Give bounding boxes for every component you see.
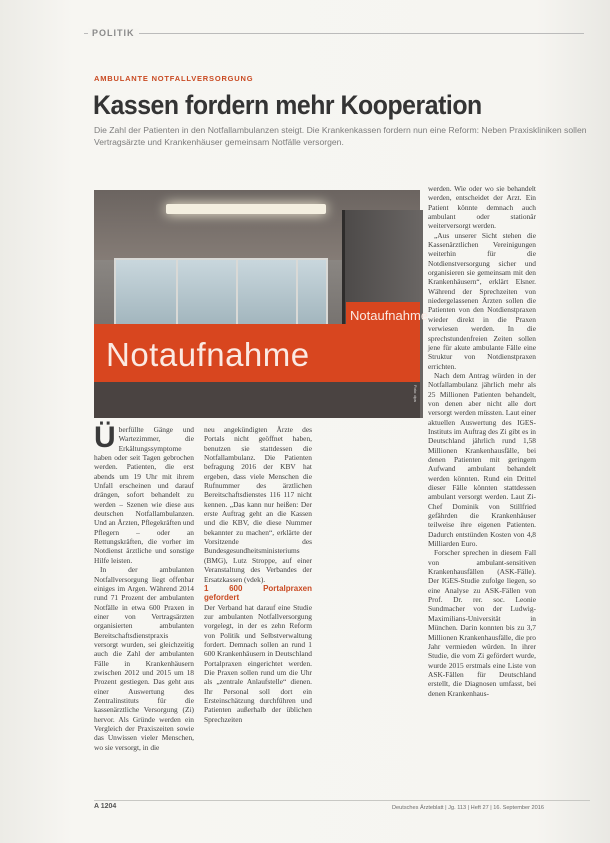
footer-rule <box>94 800 590 801</box>
body-paragraph: Der Verband hat darauf eine Studie zur ambulanten Notfallversorgung vorgelegt, in der es zehn Reform von Politik und Selbstverwaltung fordert. Demnach sollen an rund 1 600 Krankenhäusern in Deutschland Portalpraxen eingerichtet werden. Die Praxen sollen rund um die Uhr als „zentrale Anlaufstelle“ dienen. Ihr Personal soll dort ein Ersteinschätzung durchführen und Patienten außerhalb der üblichen Sprechzeiten <box>204 602 312 724</box>
body-paragraph: Forscher sprechen in diesem Fall von ambulant-sensitiven Krankenhausfällen (ASK-Fälle). Der IGES-Studie zufolge liegen, so eine Analyse zu ASK-Fällen von Prof. Dr. rer. soc. Leonie Sundmacher von der Ludwig-Maximilians-Universität in München. Darin konnten bis zu 3,7 Millionen Krankenhausfälle, die pro Jahr vermieden würden. In ihrer Studie, die vom Zi gefördert wurde, wurde 2015 erstmals eine Liste von ASK-Fällen für Deutschland erstellt, die Diagnosen umfasst, bei denen Krankenhaus- <box>428 548 536 698</box>
photo-credit: Foto: dpa <box>413 385 418 402</box>
body-column-2 <box>204 425 312 724</box>
body-paragraph: Überfüllte Gänge und Wartezimmer, die Erkältungssymptome haben oder seit Tagen gebrochen werden. Patienten, die erst abends um 19 Uhr mit ihrem Unfall erscheinen und darauf drängen, sofort behandelt zu werden – Szenen wie diese aus deutschen Notfallambulanzen. Und an Ärzten, Pflegekräften und Pflegern – oder an Rettungskräften, die vorher im Notdienst ärztliche und sonstige Hilfe leisten. <box>94 421 194 565</box>
body-paragraph: In der ambulanten Notfallversorgung liegt offenbar einiges im Argen. Während 2014 rund 71 Prozent der ambulanten Notfälle in etwa 600 Praxen in einer von Vertragsärzten organisierten ambulanten Bereitschaftsdienstpraxis versorgt wurden, sei gleichzeitig auch die Zahl der ambulanten Fälle in Krankenhäusern zwischen 2012 und 2015 um 18 Prozent gestiegen. Das geht aus einer Auswertung des Zentralinstituts für die kassenärztliche Versorgung (Zi) hervor. Als Gründe werden ein Vergleich der Praxiszeiten sowie das Unwissen vieler Menschen, wo sie versorgt, in die <box>94 565 194 752</box>
kicker: AMBULANTE NOTFALLVERSORGUNG <box>94 74 254 83</box>
deck: Die Zahl der Patienten in den Notfallambulanzen steigt. Die Krankenkassen fordern nun eine Reform: Neben Praxiskliniken sollen Vertragsärzte und Krankenhäuser gemeinsam Notfälle versorgen. <box>94 125 587 147</box>
section-rule <box>84 33 584 46</box>
page-number: A 1204 <box>94 803 117 810</box>
photo-floor <box>94 382 420 418</box>
headline: Kassen fordern mehr Kooperation <box>93 90 482 120</box>
body-paragraph: neu angekündigten Ärzte des Portals nicht geöffnet haben, benutzen sie stattdessen die Notfallambulanz. Die Patienten befragung 2016 der KBV hat ergeben, dass viele Menschen die Rufnummer des ärztlichen Bereitschaftsdienstes 116 117 nicht kennen. „Das kann nur heißen: Der erste Auftrag geht an die Kassen und die KBV, die diese Nummer bekannter zu machen“, erklärte der Vorsitzende des Bundesgesundheitsministeriums (BMG), Lutz Stroppe, auf einer Veranstaltung des Verbandes der Ersatzkassen (vdek). <box>204 425 312 584</box>
photo-ceiling-light <box>166 204 326 214</box>
body-column-1 <box>94 421 194 752</box>
body-paragraph: werden. Wie oder wo sie behandelt werden, entscheidet der Arzt. Ein Patient könnte demnach auch ambulant oder stationär weiterversorgt werden. <box>428 184 536 231</box>
photo-door-sign-text: Notaufnahme <box>350 308 429 323</box>
body-paragraph: „Aus unserer Sicht stehen die Kassenärztlichen Vereinigungen weiterhin für die Notdienstversorgung sicher und organisieren sie gemeinsam mit den Krankenhäusern“, erklärt Elsner. Während der Sprechzeiten von niedergelassenen Ärzten sollen die Patienten von den Notdienstpraxen wieder direkt in die Praxen verwiesen werden. In die sprechstundenfreien Zeiten sollen jene für akute ambulante Fälle eine Struktur von Notdienstpraxen errichten. <box>428 230 536 371</box>
photo-sign-text: Notaufnahme <box>106 336 310 373</box>
journal-citation: Deutsches Ärzteblatt | Jg. 113 | Heft 27 | 16. September 2016 <box>392 805 544 811</box>
section-label: POLITIK <box>88 28 139 38</box>
body-paragraph: Nach dem Antrag würden in der Notfallambulanz jährlich mehr als 25 Millionen Patienten behandelt, von denen aber nicht alle dort versorgt werden müssten. Laut einer aktuellen Auswertung des IGES-Instituts im Auftrag des Zi gibt es in Deutschland jährlich rund 1,58 Millionen Krankenhausfälle, bei denen Patienten mit geringem Aufwand ambulant behandelt werden könnten. Rund ein Drittel dieser Fälle könnten stattdessen ambulant versorgt werden. Laut Zi-Chef Dominik von Stillfried gefährden die Krankenhäuser teilweise ihre eigenen Patienten. Dadurch entstünden Kosten von 4,8 Milliarden Euro. <box>428 370 536 549</box>
subheading: 1 600 Portalpraxen gefordert <box>204 583 312 603</box>
photo-reception-window <box>114 258 328 332</box>
body-column-right <box>428 184 536 698</box>
article-photo <box>94 190 429 418</box>
dropcap: Ü <box>94 421 116 454</box>
